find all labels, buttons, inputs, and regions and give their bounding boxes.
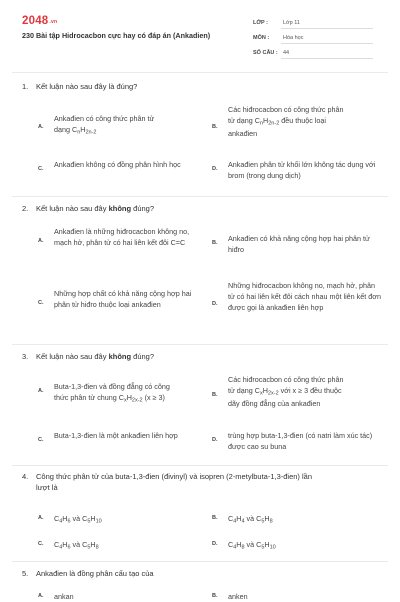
subscript: 6	[67, 518, 71, 525]
meta-value: Hóa học	[281, 34, 373, 44]
q5-option-a[interactable]	[38, 591, 198, 602]
meta-key: MÔN :	[253, 34, 270, 41]
question-text: lượt là	[36, 483, 58, 493]
option-text: Các hiđrocacbon có công thức phân	[228, 105, 344, 114]
subscript: n	[259, 120, 264, 127]
subscript: 8	[95, 544, 99, 551]
option-text: Ankađien là những hiđrocacbon không no, mạch hở, phân tử có hai liên kết đôi C=C	[54, 227, 190, 248]
question-number: 3.	[22, 352, 29, 361]
question-text: đúng?	[131, 204, 155, 213]
option-letter: A.	[38, 515, 44, 521]
q1-option-d[interactable]	[212, 159, 382, 181]
option-text: H	[262, 386, 268, 396]
option-letter: D.	[212, 166, 218, 172]
meta-row-class	[253, 16, 373, 31]
option-text: Ankađien có công thức phân tử	[54, 114, 155, 123]
question-text: Kết luận nào sau đây là đúng?	[36, 82, 138, 91]
meta-value: 44	[281, 49, 373, 59]
question-number: 5.	[22, 569, 29, 578]
option-letter: B.	[212, 392, 218, 398]
option-text: H	[263, 116, 269, 126]
option-letter: C.	[38, 166, 44, 172]
question-emphasis: không	[108, 204, 132, 213]
option-letter: B.	[212, 124, 218, 130]
divider	[12, 561, 388, 562]
option-letter: D.	[212, 437, 218, 443]
option-letter: B.	[212, 515, 218, 521]
option-letter: A.	[38, 593, 44, 599]
option-text: ankađien	[228, 129, 258, 139]
subscript: 4	[233, 518, 237, 525]
formula: C	[256, 514, 262, 523]
option-text: tử dạng C	[228, 386, 260, 396]
subscript: x	[259, 390, 263, 397]
q2-option-a[interactable]	[38, 226, 206, 248]
option-text: đều thuộc loại	[279, 116, 327, 126]
q2-option-c[interactable]	[38, 288, 206, 310]
formula: H	[62, 540, 68, 549]
divider	[12, 344, 388, 345]
option-text: thức phân tử chung C	[54, 393, 124, 403]
meta-row-count	[253, 46, 373, 61]
option-text: Buta-1,3-đien là một ankađien liên hợp	[54, 431, 178, 440]
option-text: (x ≥ 3)	[142, 393, 165, 403]
subscript: 10	[95, 518, 102, 525]
option-letter: C.	[38, 437, 44, 443]
formula: H	[264, 514, 270, 523]
subscript: 2x-2	[267, 390, 279, 397]
formula: C	[228, 514, 234, 523]
formula: H	[62, 514, 68, 523]
meta-row-subject	[253, 31, 373, 46]
q3-option-d[interactable]	[212, 430, 384, 452]
option-letter: B.	[212, 593, 218, 599]
question-text: Công thức phân tử của buta-1,3-đien (đivinyl) và isopren (2-metylbuta-1,3-đien) lần	[36, 472, 313, 481]
subscript: 4	[241, 518, 245, 525]
option-text: anken	[228, 592, 248, 601]
formula-conjunction: và	[244, 540, 257, 549]
question-3-stem	[22, 352, 154, 362]
question-4-stem	[22, 472, 382, 493]
meta-key: LỚP :	[253, 19, 268, 26]
option-text: Ankađien có khả năng cộng hợp hai phân tử hiđro	[228, 234, 370, 255]
option-letter: C.	[38, 541, 44, 547]
subscript: 8	[241, 544, 245, 551]
subscript: 2n-2	[268, 120, 280, 127]
q2-option-b[interactable]	[212, 233, 382, 255]
subscript: x	[123, 397, 127, 404]
q1-option-b[interactable]	[212, 104, 382, 139]
question-number: 2.	[22, 204, 29, 213]
option-letter: A.	[38, 238, 44, 244]
meta-key: SỐ CÂU :	[253, 49, 278, 56]
formula: H	[264, 540, 270, 549]
formula-conjunction: và	[70, 514, 83, 523]
formula: H	[236, 540, 242, 549]
formula-conjunction: và	[70, 540, 83, 549]
formula: C	[256, 540, 262, 549]
question-2-stem	[22, 204, 154, 214]
q3-option-c[interactable]	[38, 430, 198, 441]
subscript: 4	[233, 544, 237, 551]
option-text: H	[126, 393, 132, 403]
option-text: Những hợp chất có khả năng cộng hợp hai phân tử hiđro thuộc loại ankađien	[54, 289, 192, 310]
option-letter: A.	[38, 388, 44, 394]
formula: C	[228, 540, 234, 549]
option-text: trùng hợp buta-1,3-đien (có natri làm xúc tác) được cao su buna	[228, 431, 373, 452]
option-letter: D.	[212, 301, 218, 307]
subscript: 2x-2	[131, 397, 143, 404]
document-meta	[253, 16, 373, 61]
q3-option-a[interactable]	[38, 381, 208, 405]
option-text: Những hiđrocacbon không no, mạch hở, phân tử có hai liên kết đôi cách nhau một liên kết đơn được gọi là ankađien liên hợp	[228, 281, 381, 313]
question-text: Kết luận nào sau đây	[36, 204, 109, 213]
divider	[12, 72, 388, 73]
subscript: 5	[87, 544, 91, 551]
subscript: 6	[67, 544, 71, 551]
divider	[12, 196, 388, 197]
meta-value: Lớp 11	[281, 19, 373, 29]
question-number: 1.	[22, 82, 29, 91]
logo-suffix: .vn	[49, 19, 58, 25]
q4-option-b[interactable]	[212, 513, 372, 526]
option-text: dãy đồng đẳng của ankađien	[228, 399, 321, 409]
divider	[12, 465, 388, 466]
q4-option-d[interactable]	[212, 539, 372, 552]
question-text: đúng?	[131, 352, 155, 361]
formula: H	[90, 514, 96, 523]
q1-option-a[interactable]	[38, 113, 208, 137]
option-text: Ankađien phân tử khối lớn không tác dụng với brom (trong dung dịch)	[228, 160, 376, 181]
subscript: 2n-2	[85, 129, 97, 136]
subscript: 8	[269, 518, 273, 525]
subscript: 4	[59, 518, 63, 525]
option-letter: D.	[212, 541, 218, 547]
q5-option-b[interactable]	[212, 591, 372, 602]
q2-option-d[interactable]	[212, 280, 382, 313]
question-1-stem	[22, 82, 137, 92]
formula: C	[82, 540, 88, 549]
option-text: dạng C	[54, 125, 78, 135]
subscript: 4	[59, 544, 63, 551]
subscript: 5	[87, 518, 91, 525]
option-text: Các hiđrocacbon có công thức phân	[228, 375, 344, 384]
formula: C	[82, 514, 88, 523]
site-logo[interactable]	[22, 14, 57, 30]
option-text: H	[80, 125, 86, 135]
option-letter: B.	[212, 240, 218, 246]
option-letter: C.	[38, 300, 44, 306]
formula-conjunction: và	[244, 514, 257, 523]
option-letter: A.	[38, 124, 44, 130]
subscript: 5	[261, 544, 265, 551]
q1-option-c[interactable]	[38, 159, 208, 170]
q3-option-b[interactable]	[212, 374, 384, 409]
option-text: Buta-1,3-đien và đồng đẳng có công	[54, 382, 170, 391]
subscript: 10	[269, 544, 276, 551]
formula: C	[54, 540, 60, 549]
logo-text: 2048	[22, 15, 49, 27]
option-text: với x ≥ 3 đều thuộc	[278, 386, 342, 396]
question-5-stem	[22, 569, 154, 579]
question-text: Ankađien là đồng phân cấu tạo của	[36, 569, 154, 578]
subscript: 5	[261, 518, 265, 525]
q4-option-c[interactable]	[38, 539, 198, 552]
option-text: Ankađien không có đồng phân hình học	[54, 160, 181, 169]
option-text: tử dạng C	[228, 116, 260, 126]
document-title: 230 Bài tập Hidrocacbon cực hay có đáp án (Ankadien)	[22, 31, 211, 40]
question-emphasis: không	[108, 352, 132, 361]
page-header	[0, 0, 400, 72]
q4-option-a[interactable]	[38, 513, 198, 526]
formula: H	[90, 540, 96, 549]
option-text: ankan	[54, 592, 74, 601]
question-number: 4.	[22, 472, 29, 481]
formula: C	[54, 514, 60, 523]
question-text: Kết luận nào sau đây	[36, 352, 109, 361]
formula: H	[236, 514, 242, 523]
subscript: n	[77, 129, 81, 136]
